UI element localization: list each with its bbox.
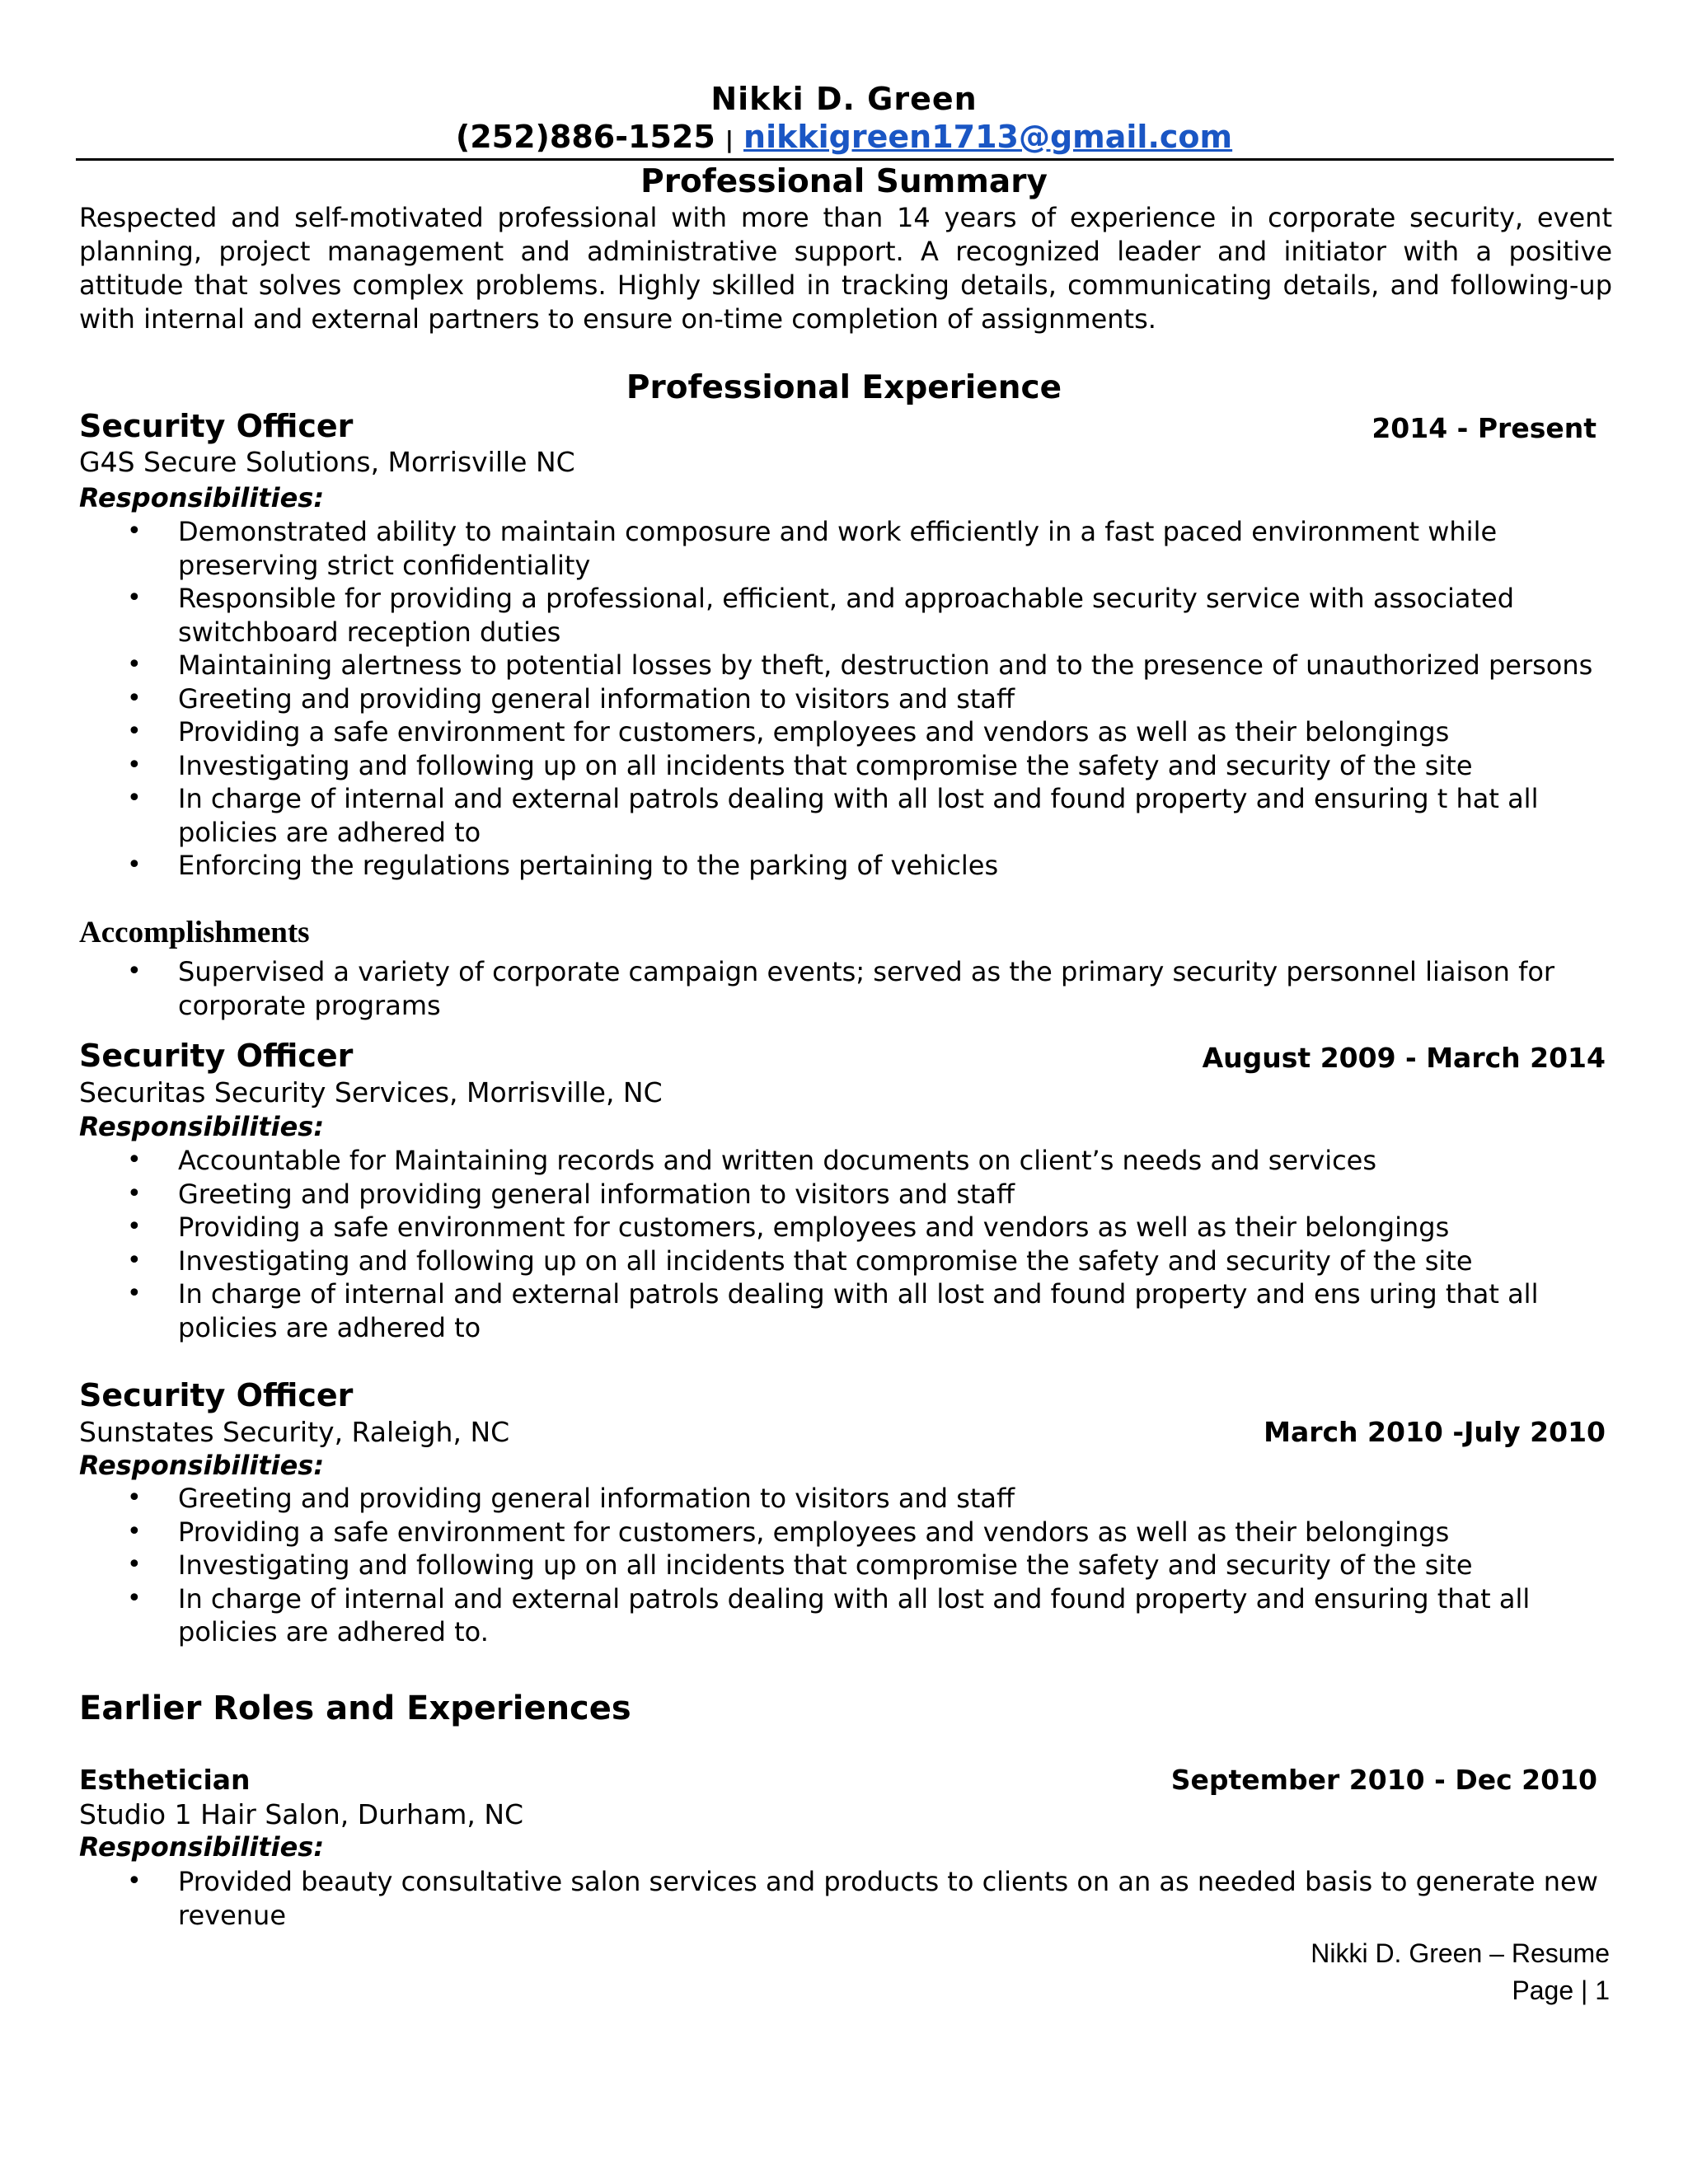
list-item: • Investigating and following up on all incidents that compromise the safety and security of the site — [79, 749, 1612, 783]
list-item: • Providing a safe environment for customers, employees and vendors as well as their belongings — [79, 1211, 1612, 1244]
list-item: • Provided beauty consultative salon services and products to clients on an as needed basis to generate new revenue — [79, 1865, 1612, 1932]
job-title: Security Officer — [79, 408, 354, 444]
accomplishments-label: Accomplishments — [79, 916, 310, 949]
list-item: • Investigating and following up on all incidents that compromise the safety and security of the site — [79, 1244, 1612, 1278]
list-item: • In charge of internal and external patrols dealing with all lost and found property and ens uring that all policies are adhered to — [79, 1277, 1612, 1344]
header-divider — [76, 158, 1614, 161]
responsibilities-label: Responsibilities: — [79, 1111, 325, 1142]
responsibilities-list — [79, 1865, 1612, 1932]
list-item: • Accountable for Maintaining records and written documents on client’s needs and services — [79, 1144, 1612, 1178]
list-item: • Greeting and providing general information to visitors and staff — [79, 682, 1612, 716]
list-item: • Greeting and providing general information to visitors and staff — [79, 1482, 1612, 1516]
role-dates: September 2010 - Dec 2010 — [1170, 1764, 1597, 1796]
summary-text: Respected and self-motivated professional with more than 14 years of experience in corporate security, event planning, project management and administrative support. A recognized leader and initiator with a positive attitude that solves complex problems. Highly skilled in tracking details, communicating details, and following-up with internal and external partners to ensure on-time completion of assignments. — [79, 202, 1612, 335]
role-title: Esthetician — [79, 1764, 251, 1796]
job-title: Security Officer — [79, 1038, 354, 1074]
list-item: • Investigating and following up on all incidents that compromise the safety and security of the site — [79, 1549, 1612, 1582]
job-company: Securitas Security Services, Morrisville, NC — [79, 1076, 663, 1108]
job-dates: March 2010 -July 2010 — [1264, 1416, 1606, 1448]
footer-title: Nikki D. Green – Resume — [1311, 1938, 1610, 1968]
list-item: • Responsible for providing a professional, efficient, and approachable security service with associated switchboard reception duties — [79, 582, 1612, 649]
responsibilities-list — [79, 1144, 1612, 1344]
list-item: • In charge of internal and external patrols dealing with all lost and found property and ensuring that all policies are adhered to. — [79, 1582, 1612, 1649]
responsibilities-label: Responsibilities: — [79, 1831, 325, 1863]
responsibilities-list — [79, 515, 1612, 883]
list-item: • Demonstrated ability to maintain composure and work efficiently in a fast paced environment while preserving strict confidentiality — [79, 515, 1612, 582]
experience-heading: Professional Experience — [626, 369, 1062, 406]
list-item: • Greeting and providing general information to visitors and staff — [79, 1178, 1612, 1212]
list-item: • Providing a safe environment for customers, employees and vendors as well as their belongings — [79, 1516, 1612, 1549]
job-dates: 2014 - Present — [1372, 412, 1597, 444]
list-item: • Maintaining alertness to potential losses by theft, destruction and to the presence of unauthorized persons — [79, 649, 1612, 682]
contact-separator: | — [724, 126, 734, 153]
responsibilities-label: Responsibilities: — [79, 1450, 325, 1481]
phone-number: (252)886-1525 — [455, 119, 715, 155]
list-item: • Providing a safe environment for customers, employees and vendors as well as their belongings — [79, 715, 1612, 749]
list-item: • In charge of internal and external patrols dealing with all lost and found property and ensuring t hat all policies are adhered to — [79, 782, 1612, 849]
job-title: Security Officer — [79, 1377, 354, 1413]
responsibilities-label: Responsibilities: — [79, 482, 325, 513]
candidate-name: Nikki D. Green — [710, 81, 978, 117]
page-number: Page | 1 — [1512, 1975, 1610, 2005]
role-company: Studio 1 Hair Salon, Durham, NC — [79, 1798, 524, 1830]
summary-heading: Professional Summary — [640, 163, 1048, 200]
list-item: • Supervised a variety of corporate campaign events; served as the primary security personnel liaison for corporate programs — [79, 955, 1612, 1022]
earlier-roles-heading: Earlier Roles and Experiences — [79, 1690, 631, 1727]
list-item: • Enforcing the regulations pertaining to the parking of vehicles — [79, 849, 1612, 883]
job-company: Sunstates Security, Raleigh, NC — [79, 1416, 510, 1448]
contact-line — [0, 119, 1688, 155]
accomplishments-list — [79, 955, 1612, 1022]
email-link[interactable]: nikkigreen1713@gmail.com — [743, 119, 1233, 155]
responsibilities-list — [79, 1482, 1612, 1649]
job-company: G4S Secure Solutions, Morrisville NC — [79, 446, 575, 478]
job-dates: August 2009 - March 2014 — [1202, 1042, 1606, 1074]
